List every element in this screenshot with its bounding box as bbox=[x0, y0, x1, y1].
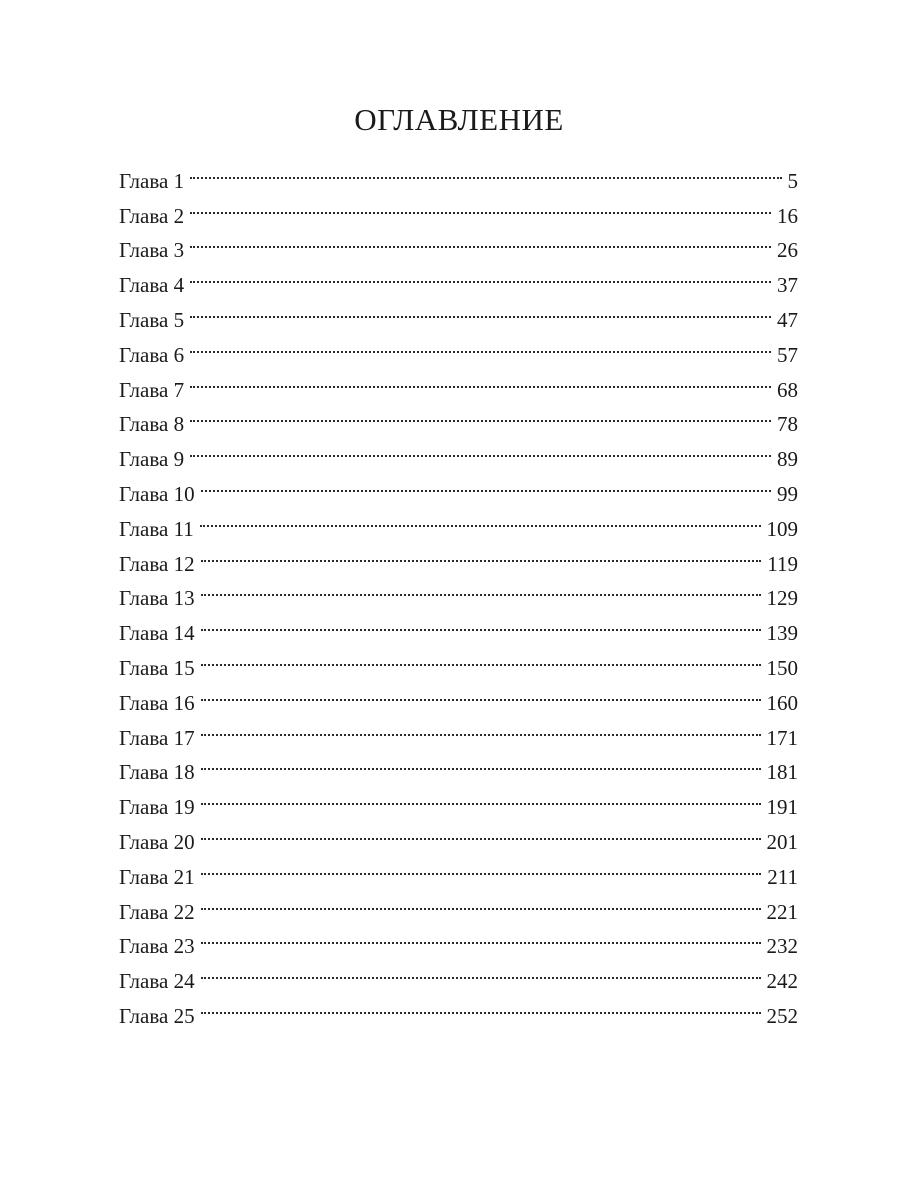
chapter-label: Глава 13 bbox=[119, 586, 195, 611]
toc-entry bbox=[119, 849, 798, 889]
chapter-label: Глава 10 bbox=[119, 481, 195, 506]
dot-leader bbox=[201, 779, 761, 814]
page-number: 252 bbox=[766, 1003, 798, 1028]
chapter-label: Глава 16 bbox=[119, 690, 195, 715]
dot-leader bbox=[201, 640, 761, 675]
dot-leader bbox=[201, 710, 761, 745]
page-number: 201 bbox=[766, 829, 798, 854]
page-number: 57 bbox=[777, 342, 798, 367]
page-number: 139 bbox=[766, 621, 798, 646]
dot-leader bbox=[201, 571, 761, 606]
page-number: 68 bbox=[777, 377, 798, 402]
dot-leader bbox=[190, 431, 771, 466]
dot-leader bbox=[201, 884, 761, 919]
chapter-label: Глава 17 bbox=[119, 725, 195, 750]
page-number: 191 bbox=[766, 795, 798, 820]
toc-entry bbox=[119, 466, 798, 506]
chapter-label: Глава 15 bbox=[119, 655, 195, 680]
dot-leader bbox=[190, 188, 771, 223]
dot-leader bbox=[201, 849, 762, 884]
toc-entry bbox=[119, 501, 798, 541]
page-number: 221 bbox=[766, 899, 798, 924]
toc-entry bbox=[119, 779, 798, 820]
toc-entry bbox=[119, 188, 798, 228]
chapter-label: Глава 25 bbox=[119, 1003, 195, 1028]
toc-entry bbox=[119, 953, 798, 994]
toc-entry bbox=[119, 257, 798, 298]
page-number: 26 bbox=[777, 238, 798, 263]
toc-entry bbox=[119, 814, 798, 854]
page-number: 160 bbox=[766, 690, 798, 715]
page-number: 78 bbox=[777, 412, 798, 437]
dot-leader bbox=[201, 745, 761, 780]
dot-leader bbox=[201, 953, 761, 988]
chapter-label: Глава 19 bbox=[119, 795, 195, 820]
toc-entry bbox=[119, 675, 798, 715]
page-number: 150 bbox=[766, 655, 798, 680]
toc-entry bbox=[119, 397, 798, 437]
toc-entry bbox=[119, 605, 798, 646]
chapter-label: Глава 1 bbox=[119, 168, 185, 193]
toc-entry bbox=[119, 223, 798, 263]
chapter-label: Глава 8 bbox=[119, 412, 185, 437]
chapter-label: Глава 23 bbox=[119, 934, 195, 959]
page-number: 171 bbox=[766, 725, 798, 750]
page-number: 242 bbox=[766, 969, 798, 994]
page-number: 211 bbox=[767, 864, 798, 889]
dot-leader bbox=[200, 501, 761, 536]
dot-leader bbox=[190, 362, 771, 397]
dot-leader bbox=[201, 814, 761, 849]
dot-leader bbox=[201, 919, 761, 954]
chapter-label: Глава 22 bbox=[119, 899, 195, 924]
chapter-label: Глава 11 bbox=[119, 516, 194, 541]
toc-entry bbox=[119, 292, 798, 332]
toc-entry bbox=[119, 919, 798, 959]
dot-leader bbox=[190, 397, 771, 432]
chapter-label: Глава 9 bbox=[119, 447, 185, 472]
dot-leader bbox=[201, 605, 761, 640]
dot-leader bbox=[201, 466, 771, 501]
toc-entry bbox=[119, 153, 798, 193]
chapter-label: Глава 12 bbox=[119, 551, 195, 576]
chapter-label: Глава 4 bbox=[119, 273, 185, 298]
chapter-label: Глава 2 bbox=[119, 203, 185, 228]
page-number: 129 bbox=[766, 586, 798, 611]
chapter-label: Глава 3 bbox=[119, 238, 185, 263]
chapter-label: Глава 24 bbox=[119, 969, 195, 994]
toc-entry bbox=[119, 362, 798, 402]
page-number: 5 bbox=[787, 168, 798, 193]
toc-entry bbox=[119, 431, 798, 472]
page-number: 89 bbox=[777, 447, 798, 472]
page-number: 119 bbox=[767, 551, 798, 576]
page-number: 181 bbox=[766, 760, 798, 785]
chapter-label: Глава 6 bbox=[119, 342, 185, 367]
dot-leader bbox=[201, 988, 761, 1023]
dot-leader bbox=[190, 257, 771, 292]
dot-leader bbox=[201, 536, 762, 571]
page-number: 47 bbox=[777, 307, 798, 332]
page-number: 232 bbox=[766, 934, 798, 959]
toc-entry bbox=[119, 536, 798, 576]
dot-leader bbox=[190, 327, 771, 362]
toc-entry bbox=[119, 710, 798, 750]
page-number: 109 bbox=[766, 516, 798, 541]
toc-entry bbox=[119, 745, 798, 785]
toc-entry bbox=[119, 640, 798, 680]
toc-entry bbox=[119, 884, 798, 924]
page-number: 37 bbox=[777, 273, 798, 298]
page-number: 16 bbox=[777, 203, 798, 228]
page-title: ОГЛАВЛЕНИЕ bbox=[354, 102, 564, 137]
chapter-label: Глава 20 bbox=[119, 829, 195, 854]
toc-entry bbox=[119, 571, 798, 611]
table-of-contents bbox=[119, 153, 798, 1028]
toc-entry bbox=[119, 327, 798, 367]
chapter-label: Глава 14 bbox=[119, 621, 195, 646]
chapter-label: Глава 18 bbox=[119, 760, 195, 785]
page-number: 99 bbox=[777, 481, 798, 506]
dot-leader bbox=[190, 153, 781, 188]
dot-leader bbox=[201, 675, 761, 710]
chapter-label: Глава 21 bbox=[119, 864, 195, 889]
dot-leader bbox=[190, 292, 771, 327]
chapter-label: Глава 7 bbox=[119, 377, 185, 402]
dot-leader bbox=[190, 223, 771, 258]
toc-entry bbox=[119, 988, 798, 1028]
chapter-label: Глава 5 bbox=[119, 307, 185, 332]
